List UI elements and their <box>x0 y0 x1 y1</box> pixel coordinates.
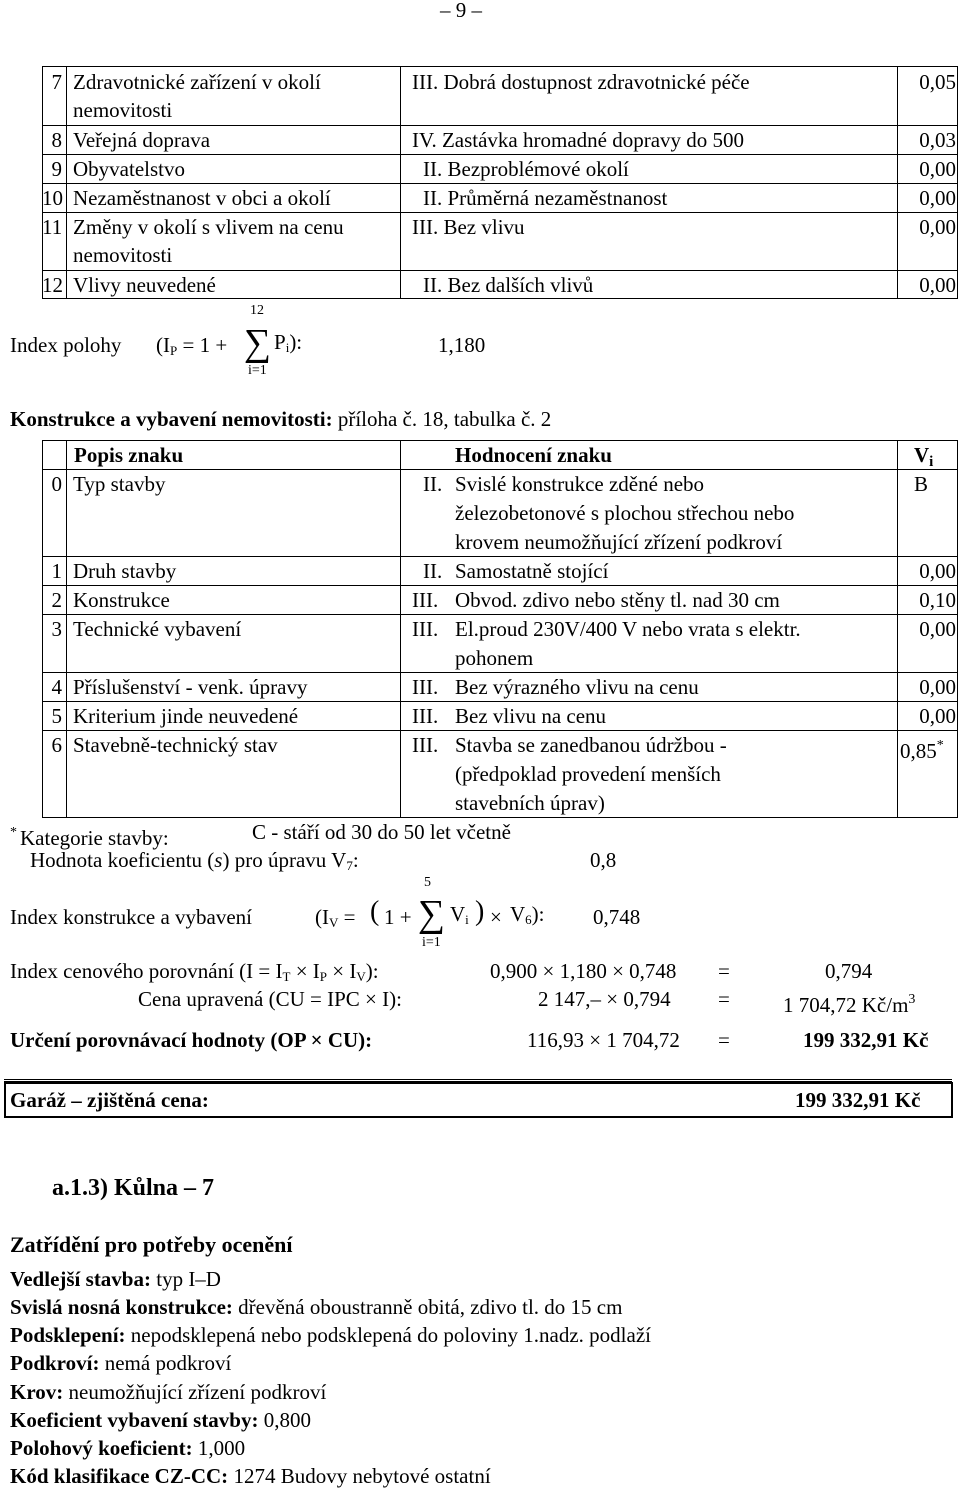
section-title: a.1.3) Kůlna – 7 <box>52 1175 215 1201</box>
formula-v6: $V_6$): <box>510 902 545 927</box>
row-number: 10 <box>42 186 63 210</box>
row-value: 0,00 <box>919 186 956 210</box>
row-text: Stavba se zanedbanou údržbou - <box>455 733 727 757</box>
price-comparison-calc: 0,900 × 1,180 × 0,748 <box>490 959 677 983</box>
row-number: 5 <box>51 704 62 728</box>
row-value: B <box>914 472 929 496</box>
comparison-value-result: 199 332,91 Kč <box>803 1028 929 1052</box>
sum-term: $P_i$): <box>274 330 303 355</box>
garage-result-label: Garáž – zjištěná cena: <box>10 1088 209 1112</box>
row-rating: II. <box>423 559 443 583</box>
times-symbol: × <box>490 905 502 929</box>
index-polohy-label: Index polohy <box>10 333 122 357</box>
row-value: 0,10 <box>919 588 956 612</box>
list-item: Podkroví: nemá podkroví <box>10 1351 232 1375</box>
header-vi: Vi <box>914 443 934 470</box>
formula-open: (I <box>156 333 170 357</box>
row-name-cont: nemovitosti <box>73 98 173 122</box>
row-name: Typ stavby <box>73 472 166 496</box>
row-number: 0 <box>51 472 62 496</box>
construction-heading-ref: příloha č. 18, tabulka č. 2 <box>337 407 552 431</box>
row-rating: III. Bez vlivu <box>412 215 525 239</box>
index-polohy-value: 1,180 <box>438 333 486 357</box>
adjusted-price-label: Cena upravená (CU = IPC × I): <box>138 987 402 1011</box>
page-number: – 9 – <box>440 0 482 22</box>
row-value: 0,00 <box>919 617 956 641</box>
header-rating: Hodnocení znaku <box>455 443 612 467</box>
adjusted-price-calc: 2 147,– × 0,794 <box>538 987 671 1011</box>
construction-heading-bold: Konstrukce a vybavení nemovitosti: <box>10 407 333 431</box>
formula-part: ($I_V$ = <box>315 905 356 930</box>
row-number: 2 <box>51 588 62 612</box>
formula-mid: = 1 + <box>177 333 228 357</box>
sum-upper-limit: 12 <box>250 303 264 318</box>
row-text: pohonem <box>455 646 534 670</box>
row-value: 0,05 <box>919 70 956 94</box>
formula-sub: P <box>170 343 178 358</box>
row-name: Obyvatelstvo <box>73 157 185 181</box>
section-subtitle: Zatřídění pro potřeby ocenění <box>10 1232 293 1257</box>
formula-one-plus: 1 + <box>384 905 412 929</box>
row-name: Nezaměstnanost v obci a okolí <box>73 186 331 210</box>
price-comparison-label: Index cenového porovnání $(I = I_T \times I_P \times I_V)$: <box>10 959 379 984</box>
equals-sign: = <box>718 1028 730 1052</box>
equals-sign: = <box>718 987 730 1011</box>
row-number: 12 <box>42 273 63 297</box>
list-item: Svislá nosná konstrukce: dřevěná oboustranně obitá, zdivo tl. do 15 cm <box>10 1295 623 1319</box>
formula-part <box>156 331 227 365</box>
row-number: 4 <box>51 675 62 699</box>
row-value: 0,00 <box>919 215 956 239</box>
row-text: Obvod. zdivo nebo stěny tl. nad 30 cm <box>455 588 780 612</box>
row-value: 0,00 <box>919 273 956 297</box>
row-rating: II. Bezproblémové okolí <box>423 157 629 181</box>
row-number: 1 <box>51 559 62 583</box>
row-rating: III. Dobrá dostupnost zdravotnické péče <box>412 70 750 94</box>
row-rating: III. <box>412 588 439 612</box>
garage-result-box <box>4 1082 953 1118</box>
sigma-symbol: ∑ <box>244 322 272 364</box>
row-text: železobetonové s plochou střechou nebo <box>455 501 795 525</box>
garage-result-value: 199 332,91 Kč <box>795 1088 921 1112</box>
row-number: 6 <box>51 733 62 757</box>
equals-sign: = <box>718 959 730 983</box>
row-name: Zdravotnické zařízení v okolí <box>73 70 321 94</box>
row-rating: II. Bez dalších vlivů <box>423 273 594 297</box>
row-value: 0,85* <box>900 738 944 763</box>
sum-upper-limit: 5 <box>424 875 431 890</box>
row-number: 9 <box>51 157 62 181</box>
sigma-symbol: ∑ <box>418 893 446 935</box>
paren-close: ) <box>475 896 485 927</box>
row-text: Bez výrazného vlivu na cenu <box>455 675 699 699</box>
list-item: Koeficient vybavení stavby: 0,800 <box>10 1408 311 1432</box>
header-desc: Popis znaku <box>74 443 184 467</box>
row-name: Technické vybavení <box>73 617 242 641</box>
row-name: Druh stavby <box>73 559 177 583</box>
coefficient-label: Hodnota koeficientu (s) pro úpravu $V_7$: <box>30 848 359 873</box>
row-text: Samostatně stojící <box>455 559 609 583</box>
row-text: stavebních úprav) <box>455 791 605 815</box>
list-item: Kód klasifikace CZ-CC: 1274 Budovy nebytové ostatní <box>10 1464 491 1488</box>
row-number: 11 <box>42 215 63 239</box>
row-value: 0,00 <box>919 675 956 699</box>
row-rating: III. <box>412 733 439 757</box>
index-konstrukce-value: 0,748 <box>593 905 641 929</box>
row-rating: III. <box>412 617 439 641</box>
row-text: Svislé konstrukce zděné nebo <box>455 472 705 496</box>
row-rating: III. <box>412 675 439 699</box>
row-number: 8 <box>51 128 62 152</box>
footnote-category: C - stáří od 30 do 50 let včetně <box>252 820 511 844</box>
row-name: Příslušenství - venk. úpravy <box>73 675 308 699</box>
adjusted-price-result: 1 704,72 $Kč/m^3$ <box>783 992 916 1017</box>
row-name: Konstrukce <box>73 588 170 612</box>
row-text: krovem neumožňující zřízení podkroví <box>455 530 783 554</box>
row-number: 3 <box>51 617 62 641</box>
coefficient-value: 0,8 <box>590 848 617 872</box>
row-value: 0,00 <box>919 559 956 583</box>
list-item: Vedlejší stavba: typ I–D <box>10 1267 221 1291</box>
row-rating: II. <box>423 472 443 496</box>
row-value: 0,03 <box>919 128 956 152</box>
row-name: Kriterium jinde neuvedené <box>73 704 299 728</box>
row-name-cont: nemovitosti <box>73 243 173 267</box>
row-text: (předpoklad provedení menších <box>455 762 721 786</box>
paren-open: ( <box>370 896 380 927</box>
construction-heading <box>10 405 551 434</box>
comparison-value-calc: 116,93 × 1 704,72 <box>527 1028 680 1052</box>
row-name: Změny v okolí s vlivem na cenu <box>73 215 344 239</box>
index-konstrukce-label: Index konstrukce a vybavení <box>10 905 253 929</box>
footnote-line: * Kategorie stavby: <box>10 825 169 850</box>
row-value: 0,00 <box>919 704 956 728</box>
row-rating: III. <box>412 704 439 728</box>
list-item: Polohový koeficient: 1,000 <box>10 1436 246 1460</box>
row-name: Stavebně-technický stav <box>73 733 278 757</box>
row-rating: IV. Zastávka hromadné dopravy do 500 <box>412 128 745 152</box>
sum-term: $V_i$ <box>450 902 469 927</box>
row-rating: II. Průměrná nezaměstnanost <box>423 186 668 210</box>
list-item: Podsklepení: nepodsklepená nebo podsklepená do poloviny 1.nadz. podlaží <box>10 1323 651 1347</box>
list-item: Krov: neumožňující zřízení podkroví <box>10 1380 327 1404</box>
sum-lower-limit: i=1 <box>422 935 441 950</box>
row-name: Vlivy neuvedené <box>73 273 216 297</box>
comparison-value-label: Určení porovnávací hodnoty (OP × CU): <box>10 1028 373 1052</box>
row-text: Bez vlivu na cenu <box>455 704 607 728</box>
row-text: El.proud 230V/400 V nebo vrata s elektr. <box>455 617 801 641</box>
row-value: 0,00 <box>919 157 956 181</box>
row-name: Veřejná doprava <box>73 128 211 152</box>
price-comparison-result: 0,794 <box>825 959 873 983</box>
row-number: 7 <box>51 70 62 94</box>
sum-lower-limit: i=1 <box>248 363 267 378</box>
